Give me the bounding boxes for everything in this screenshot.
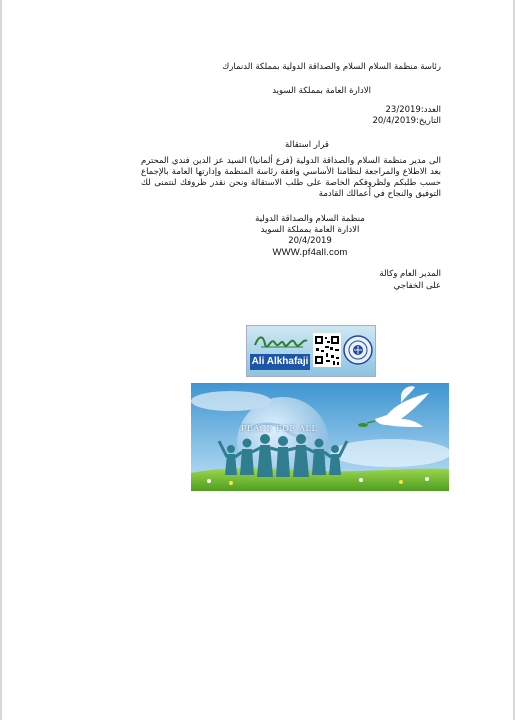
signature-date: 20/4/2019 bbox=[288, 236, 332, 246]
signature-org: منظمة السلام والصداقة الدولية bbox=[255, 214, 365, 224]
letter-header-line1: رئاسة منظمة السلام السلام والصداقة الدولية بمملكة الدنمارك bbox=[222, 62, 441, 72]
peace-illustration-icon bbox=[191, 383, 449, 491]
letter-number: العدد:23/2019 bbox=[385, 105, 441, 115]
manager-title: المدير العام وكالة bbox=[379, 269, 441, 279]
signature-block bbox=[255, 214, 365, 258]
organization-seal-icon bbox=[343, 333, 373, 367]
letter-date: التاريخ:20/4/2019 bbox=[372, 116, 441, 126]
website-text: WWW.pf4all.com bbox=[272, 247, 348, 258]
letter-body: الى مدير منظمة السلام والصداقة الدولية (فرع ألمانيا) السيد عز الدين فندي المحترم بعد الاطلاع والمراجعة لنظامنا الأساسي وافقة رئاسة المنظمة وإدارتها العامة بالإجماع حسب طلبكم ولظروفكم الخاصة على طلب الاستقالة ونحن نقدر ظروفك لنتمنى لك التوفيق والنجاح في أعمالك القادمة bbox=[141, 156, 441, 199]
letter-subject: قرار استقالة bbox=[284, 140, 329, 150]
letter-header-line2: الادارة العامة بمملكة السويد bbox=[272, 86, 371, 96]
peace-for-all-image bbox=[191, 383, 449, 491]
organization-logo-banner bbox=[246, 325, 376, 377]
peace-caption: PEACE FOR ALL bbox=[241, 424, 318, 433]
page-edge-left bbox=[0, 0, 2, 720]
logo-name-label: Ali Alkhafaji bbox=[250, 354, 310, 370]
signature-admin: الادارة العامة بمملكة السويد bbox=[260, 225, 360, 235]
manager-name: على الخفاجي bbox=[393, 281, 441, 291]
qr-code-icon bbox=[313, 333, 341, 367]
handwritten-signature-icon bbox=[253, 332, 309, 350]
